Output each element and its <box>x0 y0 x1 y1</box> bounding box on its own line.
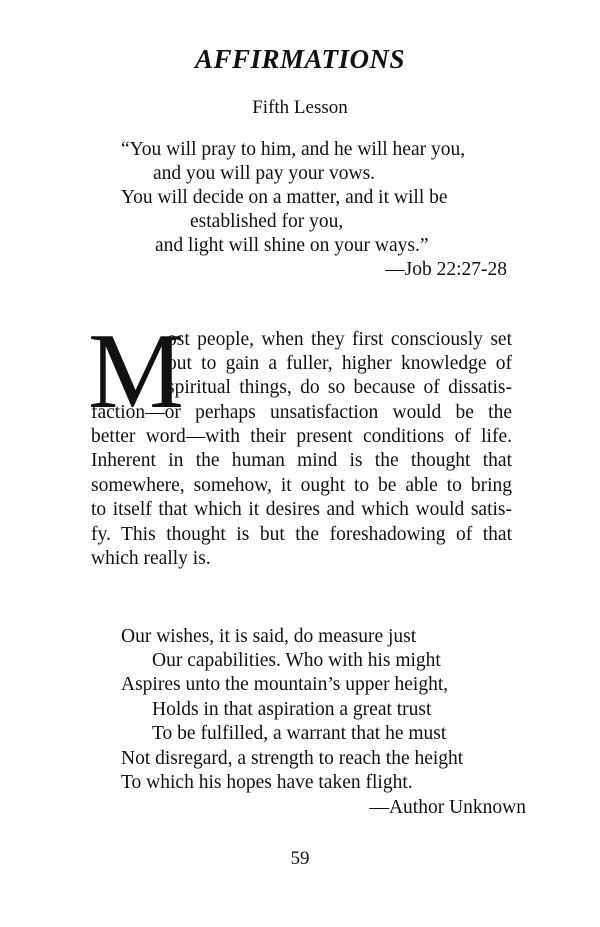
page-title: AFFIRMATIONS <box>194 44 406 74</box>
poem-line: To be fulfilled, a warrant that he must <box>152 723 447 744</box>
paragraph-line: fy. This thought is but the foreshadowing of that <box>91 524 512 545</box>
paragraph-line: out to gain a fuller, higher knowledge of <box>167 353 512 374</box>
poem-line: Our wishes, it is said, do measure just <box>121 626 417 647</box>
poem-line: Aspires unto the mountain’s upper height, <box>121 674 449 695</box>
paragraph-line: faction—or perhaps unsatisfaction would be the <box>91 402 512 423</box>
quote-line: You will decide on a matter, and it will be <box>121 187 448 208</box>
paragraph-line: to itself that which it desires and which would satis- <box>91 499 512 520</box>
paragraph-line: ost people, when they first consciously set <box>167 329 512 350</box>
quote-line: established for you, <box>190 211 344 232</box>
poem-line: Not disregard, a strength to reach the height <box>121 748 464 769</box>
poem-line: Holds in that aspiration a great trust <box>152 699 432 720</box>
quote-line: and you will pay your vows. <box>153 163 376 184</box>
poem-line: Our capabilities. Who with his might <box>152 650 441 671</box>
paragraph-line: spiritual things, do so because of dissatis- <box>167 377 512 398</box>
quote-line: “You will pray to him, and he will hear you, <box>121 139 466 160</box>
paragraph-line: better word—with their present conditions of life. <box>91 426 512 447</box>
lesson-subtitle: Fifth Lesson <box>252 97 348 118</box>
paragraph-line: Inherent in the human mind is the thought that <box>91 450 512 471</box>
page-number: 59 <box>290 848 310 869</box>
poem-line: To which his hopes have taken flight. <box>121 772 413 793</box>
quote-citation: —Job 22:27-28 <box>385 259 507 280</box>
paragraph-line: somewhere, somehow, it ought to be able to bring <box>91 475 512 496</box>
paragraph-line: which really is. <box>91 548 211 569</box>
poem-author: —Author Unknown <box>369 797 526 818</box>
quote-line: and light will shine on your ways.” <box>155 235 429 256</box>
drop-cap: M <box>88 312 185 431</box>
